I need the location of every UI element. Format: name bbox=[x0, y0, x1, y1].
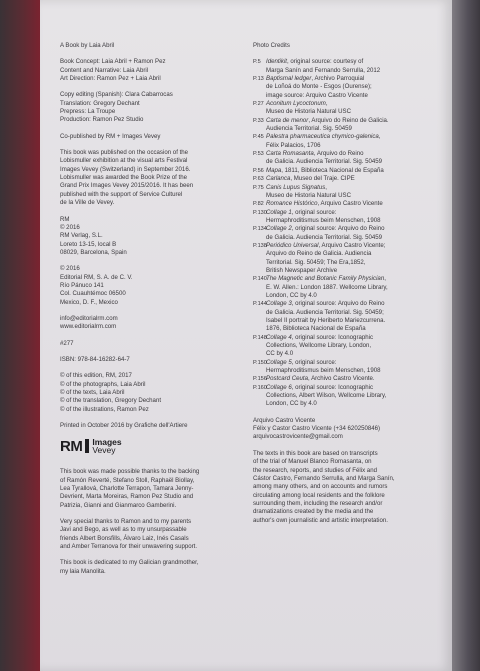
text-line: Prepress: La Troupe bbox=[60, 108, 116, 116]
photo-credit-entry bbox=[253, 275, 438, 300]
credit-text bbox=[266, 150, 382, 167]
text-line: published with the support of Service Culturel bbox=[60, 190, 183, 198]
photo-credit-entry bbox=[253, 225, 438, 242]
text-line: A Book by Laia Abril bbox=[60, 42, 115, 49]
source-text: Marga Sanín and Fernando Serrulla, 2012 bbox=[266, 66, 381, 74]
text-line: © of the texts, Laia Abril bbox=[60, 389, 125, 396]
text-line: of Ramón Reverté, Stefano Stoll, Raphaël Biollay, bbox=[60, 476, 195, 484]
text-line: among many others, and on accounts and rumors bbox=[253, 483, 388, 491]
photo-credit-entry bbox=[253, 100, 438, 117]
text-line: Lea Tyrallová, Charlotte Terrapon, Tamara Jenny- bbox=[60, 485, 194, 493]
work-title: The Magnetic and Botanic Family Physician bbox=[266, 275, 385, 283]
source-text: , bbox=[384, 275, 386, 283]
work-title: Romance Histórico bbox=[266, 200, 318, 208]
text-line: RM Verlag, S.L. bbox=[60, 232, 103, 240]
text-line: © 2016 bbox=[60, 223, 80, 231]
page-number: P.45 bbox=[253, 134, 264, 141]
text-line: Loreto 13-15, local B bbox=[60, 240, 117, 248]
work-title: Collage 3 bbox=[266, 300, 292, 308]
printed-line: Printed in October 2016 by Grafiche dell'Artiere bbox=[60, 422, 188, 430]
text-line: the research, reports, and studies of Félix and bbox=[253, 466, 377, 474]
credit-text bbox=[266, 242, 385, 275]
source-text: Museo de Historia Natural USC bbox=[266, 108, 352, 116]
logo-bar bbox=[85, 439, 89, 453]
dedication-paragraph bbox=[60, 559, 246, 576]
work-title: Mapa bbox=[266, 166, 282, 174]
source-text: , Archivo Parroquial bbox=[311, 75, 365, 83]
text-line: Co-published by RM + Images Vevey bbox=[60, 132, 161, 140]
text-line: Lobismuller was awarded the Book Prize of the bbox=[60, 174, 188, 182]
text-line[interactable]: www.editorialrm.com bbox=[60, 323, 117, 331]
work-title: Canis Lupus Signatus bbox=[266, 183, 326, 191]
photo-credit-entry bbox=[253, 117, 438, 134]
credit-text bbox=[266, 209, 380, 226]
work-title: Collage 2 bbox=[266, 225, 292, 233]
photo-credit-entry bbox=[253, 209, 438, 226]
rm-logo: RM bbox=[60, 437, 83, 455]
text-line: Editorial RM, S. A. de C. V. bbox=[60, 273, 133, 281]
logo-images-text: Images bbox=[92, 437, 122, 448]
archive-contact bbox=[253, 417, 438, 442]
photo-credit-entry bbox=[253, 75, 438, 100]
text-line: Grand Prix Images Vevey 2015/2016. It has been bbox=[60, 182, 194, 190]
text-line: my laia Manolita. bbox=[60, 567, 106, 575]
book-spine-left bbox=[0, 0, 40, 671]
text-line bbox=[60, 50, 246, 58]
credit-text bbox=[266, 133, 381, 150]
text-line: friends Albert Bonsfills, Álvaro Laiz, Inés Casals bbox=[60, 534, 189, 542]
text-line: circulating among local residents and the folklore bbox=[253, 491, 385, 499]
source-text: , original source: bbox=[291, 358, 337, 366]
publisher-logos bbox=[60, 438, 246, 454]
text-line: Devrient, Marta Moreiras, Ramon Pez Studio and bbox=[60, 493, 194, 501]
source-text: London, CC by 4.0 bbox=[266, 400, 317, 408]
source-text: Territorial. Sig. 50459; The Era,1852, bbox=[266, 258, 366, 266]
source-text: de Galicia. Audiencia Territorial. Sig. 50459; bbox=[266, 308, 384, 316]
text-line: RM bbox=[60, 215, 70, 223]
text-line: Lobismuller exhibition at the visual arts Festival bbox=[60, 157, 188, 165]
source-text: Hermaphroditismus beim Menschen, 1908 bbox=[266, 367, 381, 375]
photo-credits-heading bbox=[253, 42, 438, 50]
text-line: © of the photographs, Laia Abril bbox=[60, 380, 146, 388]
photo-credit-entry bbox=[253, 150, 438, 167]
page-number: P.63 bbox=[253, 176, 264, 183]
work-title: Carta de menor bbox=[266, 116, 309, 124]
texts-source-paragraph bbox=[253, 450, 438, 525]
source-text: 1876, Biblioteca Nacional de España bbox=[266, 325, 366, 333]
work-title: Carlanca bbox=[266, 175, 291, 183]
text-line: dramatizations created by the media and the bbox=[253, 508, 374, 516]
text-line[interactable]: info@editorialrm.com bbox=[60, 314, 118, 322]
source-text: , original source: Arquivo do Reino bbox=[291, 225, 385, 233]
credit-text bbox=[266, 117, 389, 134]
images-vevey-logo bbox=[85, 438, 121, 454]
page-number: P.138 bbox=[253, 242, 267, 249]
photo-credit-entry bbox=[253, 175, 438, 183]
publisher-spain bbox=[60, 216, 246, 258]
page-number: P.75 bbox=[253, 184, 264, 191]
text-line: de la Ville de Vevey. bbox=[60, 199, 115, 207]
text-line: The texts in this book are based on transcripts bbox=[253, 449, 378, 457]
text-line: Production: Ramon Pez Studio bbox=[60, 116, 144, 124]
text-line: Patrizia, Gianni and Gianmarco Gamberini. bbox=[60, 501, 177, 509]
work-title: Periódico Universal bbox=[266, 241, 319, 249]
publisher-mexico bbox=[60, 265, 246, 307]
text-line: This book was published on the occasion of the bbox=[60, 149, 189, 157]
credit-text bbox=[266, 167, 384, 175]
source-text: Collections, Albert Wilson, Wellcome Library, bbox=[266, 392, 387, 400]
text-line: Félix y Castor Castro Vicente (+34 620250846) bbox=[253, 425, 381, 433]
page-number: P.33 bbox=[253, 117, 264, 124]
source-text: , original source: Iconographic bbox=[291, 333, 374, 341]
source-text: , bbox=[325, 100, 328, 108]
catalog-number: #277 bbox=[60, 339, 74, 347]
photo-credit-entry bbox=[253, 359, 438, 376]
text-line: Col. Cuauhtémoc 06500 bbox=[60, 290, 126, 298]
source-text: British Newspaper Archive bbox=[266, 266, 338, 274]
credit-text bbox=[266, 334, 373, 359]
page-number: P.156 bbox=[253, 376, 267, 383]
credit-text bbox=[266, 175, 355, 183]
photo-credit-entry bbox=[253, 375, 438, 383]
text-line: Río Pánuco 141 bbox=[60, 281, 104, 289]
text-line: © of the translation, Gregory Dechant bbox=[60, 397, 162, 405]
text-line: Cástor Castro, Fernando Serrulla, and Marga Sanín, bbox=[253, 474, 395, 482]
source-text: CC by 4.0 bbox=[266, 350, 294, 358]
photo-credit-entry bbox=[253, 334, 438, 359]
source-text: , bbox=[378, 133, 381, 141]
publisher-contact bbox=[60, 315, 246, 332]
work-title: Carta Romasanta bbox=[266, 150, 314, 158]
credit-text bbox=[266, 359, 380, 376]
text-line: Mexico, D. F., Mexico bbox=[60, 298, 118, 306]
credit-text bbox=[266, 184, 351, 201]
credit-text bbox=[266, 384, 386, 409]
photo-credit-entry bbox=[253, 242, 438, 275]
photo-credit-entry bbox=[253, 300, 438, 333]
page-number: P.130 bbox=[253, 209, 267, 216]
page-number: P.134 bbox=[253, 226, 267, 233]
work-title: Collage 1 bbox=[266, 208, 292, 216]
photo-credit-entry bbox=[253, 167, 438, 175]
work-title: Collage 5 bbox=[266, 358, 292, 366]
source-text: Audiencia Territorial. Sig. 50459 bbox=[266, 125, 352, 133]
source-text: de Loñoá do Monte - Esgos (Ourense); bbox=[266, 83, 372, 91]
text-line: Javi and Bego, as well as to my unsurpassable bbox=[60, 526, 187, 534]
text-line: of the trial of Manuel Blanco Romasanta, on bbox=[253, 458, 372, 466]
photo-credits-list bbox=[253, 58, 438, 408]
page-number: P.148 bbox=[253, 334, 267, 341]
text-line: © of the illustrations, Ramon Pez bbox=[60, 405, 149, 413]
catalog-info bbox=[60, 340, 246, 365]
text-line: Content and Narrative: Laia Abril bbox=[60, 66, 149, 74]
page-number: P.140 bbox=[253, 276, 267, 283]
source-text: Hermaphroditismus beim Menschen, 1908 bbox=[266, 216, 381, 224]
source-text: de Galicia. Audiencia Territorial. Sig. 50459 bbox=[266, 158, 383, 166]
work-title: Collage 4 bbox=[266, 333, 292, 341]
source-text: Isabel II portrait by Heriberto Mariezcurrena. bbox=[266, 317, 386, 324]
text-line: This book was made possible thanks to the backing bbox=[60, 468, 200, 476]
source-text: Félix Palacios, 1706 bbox=[266, 141, 321, 149]
logo-vevey-text: Vevey bbox=[92, 445, 116, 456]
special-thanks-paragraph bbox=[60, 518, 246, 551]
source-text: , original source: Arquivo do Reino bbox=[291, 300, 385, 308]
source-text: Museo de Historia Natural USC bbox=[266, 191, 352, 199]
isbn: ISBN: 978-84-16282-64-7 bbox=[60, 355, 130, 363]
book-credits bbox=[60, 42, 246, 141]
work-title: Collage 6 bbox=[266, 383, 292, 391]
colophon-page bbox=[40, 0, 452, 671]
text-line: and Amber Terranova for their unwavering support. bbox=[60, 543, 198, 551]
source-text: , Museo del Traje. CIPE bbox=[290, 175, 355, 183]
text-line: Copy editing (Spanish): Clara Cabarrocas bbox=[60, 91, 173, 99]
source-text: London, CC by 4.0 bbox=[266, 291, 317, 299]
photo-credit-entry bbox=[253, 384, 438, 409]
left-column bbox=[60, 42, 246, 584]
page-number: P.82 bbox=[253, 201, 264, 208]
text-line: Very special thanks to Ramon and to my parents bbox=[60, 518, 192, 526]
source-text: , original source: Iconographic bbox=[291, 383, 374, 391]
book-edge-right bbox=[448, 0, 480, 671]
credit-text bbox=[266, 375, 375, 383]
source-text: de Galicia. Audiencia Territorial. Sig. 50459 bbox=[266, 233, 383, 241]
photo-credit-entry bbox=[253, 200, 438, 208]
source-text: , original source: courtesy of bbox=[287, 58, 364, 66]
credit-text bbox=[266, 100, 351, 117]
source-text: , Arquivo do Reino bbox=[313, 150, 364, 158]
work-title: Aconitum Lycoctonum bbox=[266, 100, 326, 108]
text-line: © 2016 bbox=[60, 265, 80, 273]
text-line: Book Concept: Laia Abril + Ramon Pez bbox=[60, 58, 166, 66]
text-line: © of this edition, RM, 2017 bbox=[60, 372, 132, 380]
source-text: , 1811, Biblioteca Nacional de España bbox=[281, 166, 384, 174]
page-number: P.13 bbox=[253, 76, 264, 83]
photo-credit-entry bbox=[253, 133, 438, 150]
right-column bbox=[253, 42, 438, 533]
page-number: P.5 bbox=[253, 59, 261, 66]
work-title: Baptismal ledger bbox=[266, 75, 312, 83]
page-number: P.53 bbox=[253, 151, 264, 158]
text-line bbox=[60, 83, 246, 91]
work-title: Identikit bbox=[266, 58, 288, 66]
source-text: , Archivo Castro Vicente. bbox=[308, 375, 375, 383]
page-number: P.56 bbox=[253, 167, 264, 174]
page-number: P.144 bbox=[253, 301, 267, 308]
text-line: author's own journalistic and artistic interpretation. bbox=[253, 516, 388, 524]
text-line: Images Vevey (Switzerland) in September 2016. bbox=[60, 165, 191, 173]
source-text: Arquivo do Reino de Galicia. Audiencia bbox=[266, 250, 372, 258]
page-number: P.160 bbox=[253, 384, 267, 391]
page-number: P.27 bbox=[253, 101, 264, 108]
text-line bbox=[60, 125, 246, 133]
credit-text bbox=[266, 275, 388, 300]
photo-credit-entry bbox=[253, 58, 438, 75]
source-text: , bbox=[325, 183, 327, 191]
text-line: surrounding them, including the research and/or bbox=[253, 499, 383, 507]
credit-text bbox=[266, 75, 372, 100]
text-line: Art Direction: Ramon Pez + Laia Abril bbox=[60, 75, 161, 83]
work-title: Postcard Ceuta bbox=[266, 375, 309, 383]
text-line: 08029, Barcelona, Spain bbox=[60, 248, 127, 256]
source-text: image source: Arquivo Castro Vicente bbox=[266, 91, 368, 99]
credit-text bbox=[266, 225, 385, 242]
credit-text bbox=[266, 58, 380, 75]
source-text: , Arquivo Castro Vicente; bbox=[318, 241, 386, 249]
text-line[interactable]: arquivocastrovicente@gmail.com bbox=[253, 433, 343, 441]
text-line: Translation: Gregory Dechant bbox=[60, 99, 140, 107]
thanks-paragraph bbox=[60, 468, 246, 510]
occasion-paragraph bbox=[60, 149, 246, 207]
printed-notice bbox=[60, 422, 246, 430]
copyright-notices bbox=[60, 372, 246, 414]
text-line: Arquivo Castro Vicente bbox=[253, 416, 316, 424]
source-text: Collections, Wellcome Library, London, bbox=[266, 342, 372, 350]
credit-text bbox=[266, 300, 385, 333]
source-text: , Arquivo Castro Vicente bbox=[317, 200, 383, 208]
page-number: P.150 bbox=[253, 359, 267, 366]
credit-text bbox=[266, 200, 383, 208]
photo-credit-entry bbox=[253, 184, 438, 201]
source-text: , Arquivo do Reino de Galicia. bbox=[308, 116, 389, 124]
source-text: , original source: bbox=[291, 208, 337, 216]
photo-credits-title: Photo Credits bbox=[253, 42, 290, 49]
source-text: E. W. Allen.: London 1887. Wellcome Library, bbox=[266, 283, 388, 291]
work-title: Palestra pharmaceutica chymico-galenica bbox=[266, 133, 379, 141]
text-line: This book is dedicated to my Galician grandmother, bbox=[60, 559, 199, 567]
